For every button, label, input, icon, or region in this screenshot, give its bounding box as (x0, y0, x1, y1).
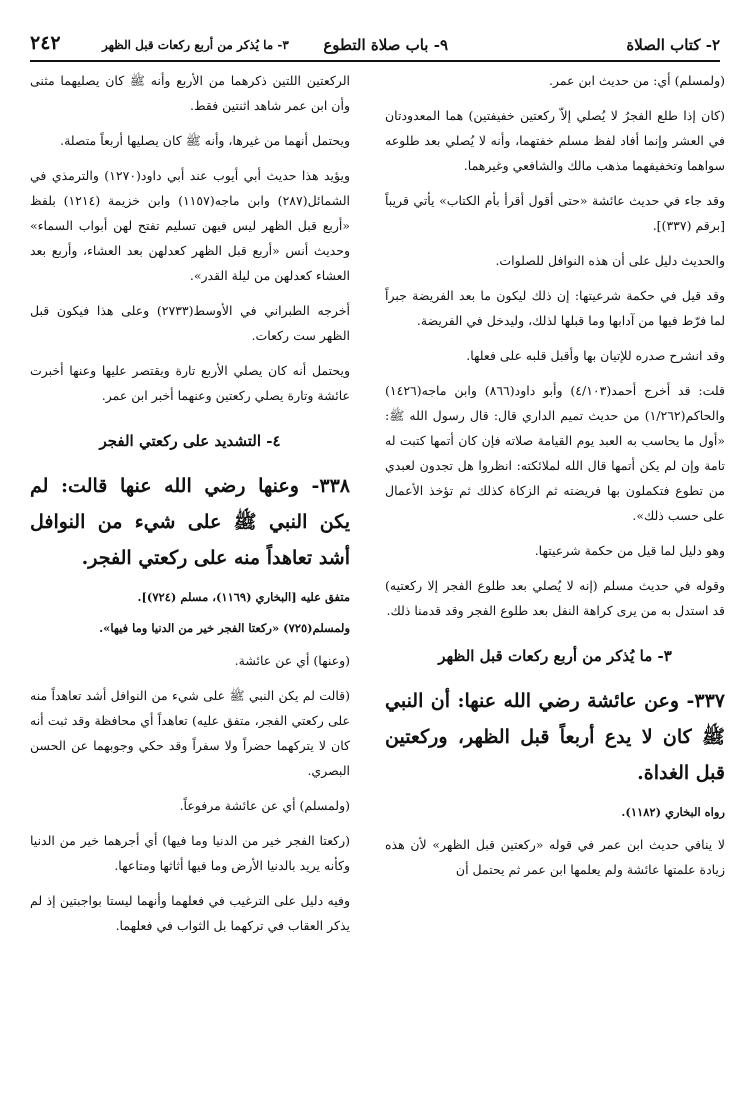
paragraph: ويؤيد هذا حديث أبي أيوب عند أبي داود(١٢٧٠) والترمذي في الشمائل(٢٨٧) وابن ماجه(١١٥٧) وابن خزيمة (١٢١٤) بلفظ «أربع قبل الظهر ليس فيهن تسليم تفتح لهن أبواب السماء» وحديث أنس «أربع قبل الظهر كعدلهن بعد العشاء، وأربع بعد العشاء كعدلهن من ليلة القدر». (30, 168, 351, 283)
paragraph: وقد جاء في حديث عائشة «حتى أقول أقرأ بأم الكتاب» يأتي قريباً [برقم (٣٣٧)]. (385, 193, 725, 233)
paragraph: (قالت لم يكن النبي ﷺ على شيء من النوافل أشد تعاهداً منه على ركعتي الفجر، متفق عليه) تعاهداً أي محافظة وقد ثبت أنه كان لا يتركهما حضراً ولا سفراً وقد حكي وجوبهما عن الحسن البصري. (30, 688, 350, 778)
header-section-title: ٣- ما يُذكر من أربع ركعات قبل الظهر (102, 38, 289, 52)
paragraph: أخرجه الطبراني في الأوسط(٢٧٣٣) وعلى هذا فيكون قبل الظهر ست ركعات. (30, 303, 350, 343)
paragraph: (وعنها) أي عن عائشة. (234, 653, 350, 668)
paragraph: وفيه دليل على الترغيب في فعلهما وأنهما ليستا بواجبتين إذ لم يذكر العقاب في تركهما بل الثواب في فعلهما. (30, 893, 350, 933)
header-book-title: ٢- كتاب الصلاة (626, 36, 720, 54)
page-number: ٢٤٢ (30, 32, 61, 54)
hadith-source: رواه البخاري (١١٨٢). (621, 805, 725, 819)
paragraph: لا ينافي حديث ابن عمر في قوله «ركعتين قبل الظهر» لأن هذه زيادة علمتها عائشة ولم يعلمها ابن عمر ثم يحتمل أن (385, 837, 725, 877)
paragraph: (ولمسلم) أي: من حديث ابن عمر. (548, 73, 725, 88)
paragraph: وهو دليل لما قيل من حكمة شرعيتها. (534, 543, 725, 558)
right-column (385, 68, 725, 892)
paragraph: ويحتمل أنه كان يصلي الأربع تارة ويقتصر عليها وعنها أخبرت عائشة وتارة يصلي ركعتين وعنهما أخبر ابن عمر. (30, 363, 350, 403)
paragraph: والحديث دليل على أن هذه النوافل للصلوات. (495, 253, 725, 268)
paragraph: وقوله في حديث مسلم (إنه لا يُصلي بعد طلوع الفجر إلا ركعتيه) قد استدل به من يرى كراهة النفل بعد طلوع الفجر وقد قدمنا ذلك. (385, 578, 725, 618)
paragraph: (ولمسلم) أي عن عائشة مرفوعاً. (179, 798, 350, 813)
hadith-extra: ولمسلم(٧٢٥) «ركعتا الفجر خير من الدنيا وما فيها». (99, 621, 350, 635)
hadith-text: ٣٣٧- وعن عائشة رضي الله عنها: أن النبي ﷺ كان لا يدع أربعاً قبل الظهر، وركعتين قبل الغداة. (385, 690, 725, 784)
section-title: ٣- ما يُذكر من أربع ركعات قبل الظهر (438, 647, 672, 665)
hadith-text: ٣٣٨- وعنها رضي الله عنها قالت: لم يكن النبي ﷺ على شيء من النوافل أشد تعاهداً منه على ركعتي الفجر. (30, 475, 350, 569)
paragraph: وقد انشرح صدره للإتيان بها وأقبل قلبه على فعلها. (466, 348, 725, 363)
paragraph: وقد قيل في حكمة شرعيتها: إن ذلك ليكون ما بعد الفريضة جبراً لما فرّط فيها من آدابها وما قبلها لذلك، وليدخل في الفريضة. (385, 288, 725, 328)
left-column (30, 68, 350, 948)
page-header (30, 30, 720, 56)
paragraph: الركعتين اللتين ذكرهما من الأربع وأنه ﷺ كان يصليهما مثنى وأن ابن عمر شاهد اثنتين فقط. (30, 73, 350, 113)
header-divider (30, 60, 720, 62)
section-title: ٤- التشديد على ركعتي الفجر (99, 432, 281, 450)
paragraph: (ركعتا الفجر خير من الدنيا وما فيها) أي أجرهما خير من الدنيا وكأنه يريد بالدنيا الأرض وما فيها أثاثها ومتاعها. (30, 833, 350, 873)
paragraph: قلت: قد أخرج أحمد(٤/١٠٣) وأبو داود(٨٦٦) وابن ماجه(١٤٢٦) والحاكم(١/٢٦٢) من حديث تميم الداري قال: قال رسول الله ﷺ: «أول ما يحاسب به العبد يوم القيامة صلاته فإن كان أتمها كتبت له تامة وإن لم يكن أتمها قال الله لملائكته: انظروا هل تجدون لعبدي من تطوع فتكملون بها فريضته ثم الزكاة كذلك ثم تؤخذ الأعمال على حسب ذلك». (385, 383, 725, 523)
paragraph: ويحتمل أنهما من غيرها، وأنه ﷺ كان يصليها أربعاً متصلة. (60, 133, 350, 148)
header-chapter-title: ٩- باب صلاة التطوع (323, 36, 448, 54)
paragraph: (كان إذا طلع الفجرُ لا يُصلي إلاّ ركعتين خفيفتين) هما المعدودتان في العشر وإنما أفاد لفظ مسلم خفتهما، وأنه لا يُصلي بعد طلوعه سواهما وتخفيفهما مذهب مالك والشافعي وغيرهما. (385, 108, 725, 173)
hadith-source: متفق عليه [البخاري (١١٦٩)، مسلم (٧٢٤)]. (137, 590, 350, 604)
